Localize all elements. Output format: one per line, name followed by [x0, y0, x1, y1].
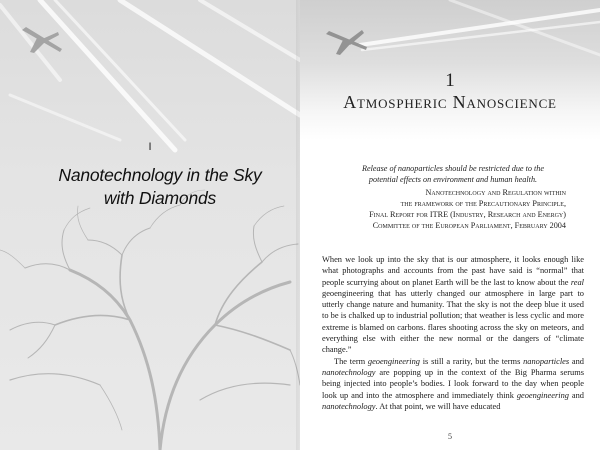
paragraph-2-emphasis-2: nanoparticles: [523, 356, 570, 366]
part-title-line1: Nanotechnology in the Sky: [58, 165, 262, 185]
epigraph: [340, 163, 566, 231]
paragraph-1-text-a: When we look up into the sky that is our atmosphere, it looks enough like what photographs and accounts from the past have said is “normal” that people scurrying about on planet Earth will be the last to know about the: [322, 255, 584, 287]
contrails: [0, 0, 300, 150]
epigraph-quote: [340, 163, 566, 185]
body-text: [322, 254, 584, 412]
paragraph-2-text-b: is still a rarity, but the terms: [419, 356, 524, 366]
paragraph-1-emphasis: real: [570, 277, 584, 287]
paragraph-1-text-b: geoengineering that has utterly changed our atmosphere in large part to utterly change nature and humanity. That the sky is not the deep blue it used to be is chalked up to industrial pollution; that weather is less cyclic and more extreme is blamed on carbons. flares shooting across the sky on meteors, and everything else with either the new normal or the dangers of “climate change.”: [322, 288, 584, 355]
right-page: [300, 0, 600, 450]
paragraph-2-text-d: are popping up in the context of the Big Pharma serums being injected into people’s bodies. I look forward to the day when people look up and into the atmosphere and immediately think: [322, 367, 584, 400]
tree-branches: [0, 190, 300, 450]
paragraph-1: [322, 254, 584, 356]
paragraph-2-emphasis-4: geoengineering: [516, 390, 569, 400]
paragraph-2: [322, 356, 584, 412]
epigraph-source-line2: the framework of the Precautionary Principle,: [400, 199, 566, 208]
paragraph-2-text-f: . At that point, we will have educated: [375, 401, 501, 411]
epigraph-quote-line1: Release of nanoparticles should be restricted due to the: [361, 164, 545, 173]
paragraph-2-emphasis-5: nanotechnology: [322, 401, 376, 411]
epigraph-source: [340, 187, 566, 231]
page-number: 5: [448, 432, 452, 441]
paragraph-2-text-a: The term: [334, 356, 368, 366]
chapter-title: Atmospheric Nanoscience: [343, 92, 557, 112]
part-title: [40, 164, 280, 210]
epigraph-quote-line2: potential effects on environment and human health.: [368, 175, 538, 184]
chapter-number: 1: [445, 70, 455, 91]
epigraph-source-line1: Nanotechnology and Regulation within: [425, 188, 566, 197]
paragraph-2-text-e: and: [568, 390, 584, 400]
epigraph-source-line4: Committee of the European Parliament, February 2004: [372, 221, 566, 230]
paragraph-2-text-c: and: [569, 356, 584, 366]
paragraph-2-emphasis-3: nanotechnology: [322, 367, 376, 377]
part-number: I: [148, 141, 152, 153]
epigraph-source-line3: Final Report for ITRE (Industry, Research and Energy): [369, 210, 566, 219]
part-title-line2: with Diamonds: [103, 188, 217, 208]
paragraph-2-emphasis-1: geoengineering: [367, 356, 420, 366]
